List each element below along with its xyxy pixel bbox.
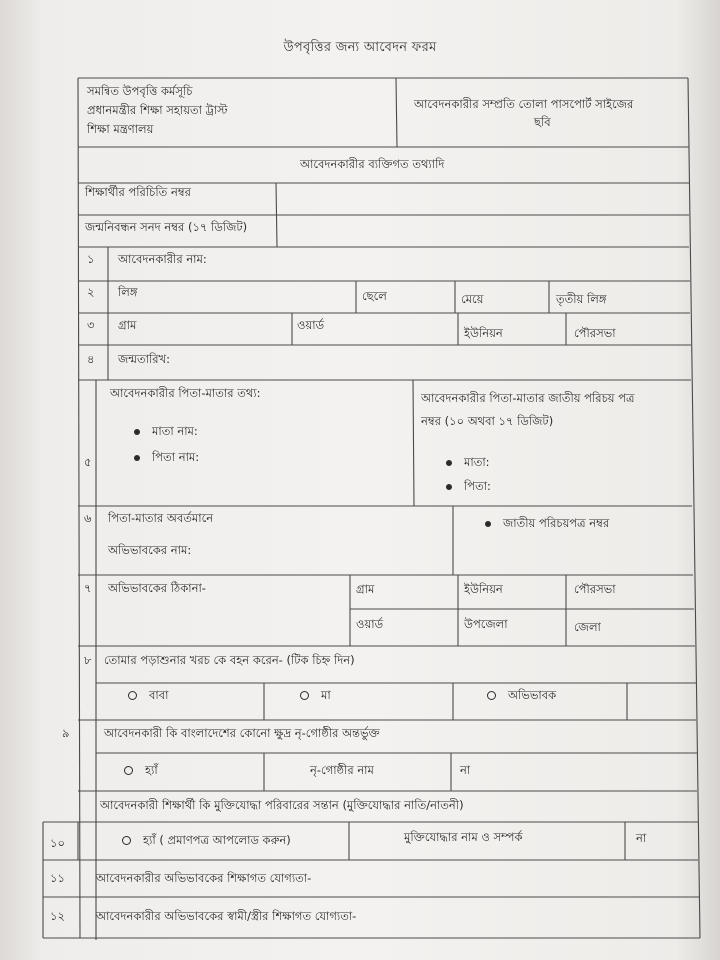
section-personal-heading: আবেদনকারীর ব্যক্তিগত তথ্যাদি — [300, 157, 445, 171]
applicant-name-label: আবেদনকারীর নাম: — [118, 252, 207, 266]
row-number: ৬ — [84, 511, 92, 525]
ethnic-option-yes[interactable]: হ্যাঁ — [124, 763, 158, 778]
spouse-education-label: আবেদনকারীর অভিভাবকের স্বামী/স্ত্রীর শিক্ষাগত যোগ্যতা- — [96, 909, 357, 923]
freedom-fighter-name-label: মুক্তিযোদ্ধার নাম ও সম্পর্ক — [404, 830, 523, 844]
org-line-1: সমন্বিত উপবৃত্তি কর্মসূচি — [87, 84, 193, 98]
student-id-field[interactable] — [278, 184, 688, 214]
guardian-name-label-2: অভিভাবকের নাম: — [108, 543, 192, 557]
row-number: ৮ — [84, 653, 92, 667]
org-line-2: প্রধানমন্ত্রীর শিক্ষা সহায়তা ট্রাস্ট — [87, 103, 228, 117]
gender-label: লিঙ্গ — [118, 285, 138, 299]
gender-option-boy[interactable]: ছেলে — [362, 289, 387, 303]
ethnic-question: আবেদনকারী কি বাংলাদেশের কোনো ক্ষুদ্র নৃ-গোষ্ঠীর অন্তর্ভুক্ত — [104, 726, 380, 740]
row-number: ৫ — [84, 455, 92, 469]
father-nid-label: পিতা: — [446, 479, 491, 494]
photo-box-label: আবেদনকারীর সম্প্রতি তোলা পাসপোর্ট সাইজের — [414, 97, 634, 111]
guardian-ward-label: ওয়ার্ড — [356, 617, 384, 631]
photo-box-label-2: ছবি — [534, 115, 551, 129]
guardian-village-label: গ্রাম — [356, 582, 375, 596]
guardian-name-label: পিতা-মাতার অবর্তমানে — [108, 511, 214, 525]
birth-reg-field[interactable] — [278, 216, 688, 246]
row-number: ৯ — [62, 726, 70, 740]
expense-option-father[interactable]: বাবা — [128, 688, 168, 703]
union-label: ইউনিয়ন — [464, 326, 503, 340]
parents-nid-label: আবেদনকারীর পিতা-মাতার জাতীয় পরিচয় পত্র — [421, 391, 635, 405]
freedom-fighter-question: আবেদনকারী শিক্ষার্থী কি মুক্তিযোদ্ধা পরিবারের সন্তান (মুক্তিযোদ্ধার নাতি/নাতনী) — [100, 798, 464, 812]
freedom-fighter-option-no[interactable]: না — [636, 831, 647, 845]
ethnic-option-no[interactable]: না — [460, 763, 471, 777]
applicant-name-field[interactable] — [230, 248, 688, 280]
guardian-pourashava-label: পৌরসভা — [574, 582, 616, 596]
birth-date-field[interactable] — [200, 346, 690, 379]
expense-option-mother[interactable]: মা — [300, 688, 331, 703]
photo-upload-box[interactable] — [398, 79, 687, 146]
guardian-address-label: অভিভাবকের ঠিকানা- — [108, 581, 206, 595]
guardian-upazila-label: উপজেলা — [464, 617, 508, 631]
gender-option-third[interactable]: তৃতীয় লিঙ্গ — [556, 292, 607, 306]
guardian-education-field[interactable] — [360, 861, 695, 896]
mother-name-label: মাতা নাম: — [134, 424, 198, 439]
row-number: ৩ — [87, 318, 95, 332]
row-number: ৪ — [87, 352, 95, 366]
freedom-fighter-option-yes[interactable]: হ্যাঁ ( প্রমাণপত্র আপলোড করুন) — [122, 833, 291, 848]
row-number: ১০ — [50, 836, 65, 850]
guardian-education-label: আবেদনকারীর অভিভাবকের শিক্ষাগত যোগ্যতা- — [96, 871, 312, 885]
parents-nid-label-2: নম্বর (১০ অথবা ১৭ ডিজিট) — [421, 414, 554, 428]
row-number: ১ — [87, 252, 95, 266]
spouse-education-field[interactable] — [440, 898, 695, 936]
row-number: ২ — [87, 285, 95, 299]
row-number: ৭ — [84, 581, 92, 595]
mother-nid-label: মাতা: — [446, 455, 490, 470]
row-number: ১১ — [50, 871, 65, 885]
village-label: গ্রাম — [118, 318, 137, 332]
father-name-label: পিতা নাম: — [134, 450, 199, 465]
parents-info-label: আবেদনকারীর পিতা-মাতার তথ্য: — [110, 386, 261, 400]
expense-option-guardian[interactable]: অভিভাবক — [487, 688, 556, 703]
guardian-nid-label: জাতীয় পরিচয়পত্র নম্বর — [485, 516, 609, 531]
form-title: উপবৃত্তির জন্য আবেদন ফরম — [283, 40, 437, 55]
row-number: ১২ — [50, 909, 65, 923]
birth-reg-label: জন্মনিবন্ধন সনদ নম্বর (১৭ ডিজিট) — [85, 220, 248, 234]
gender-option-girl[interactable]: মেয়ে — [461, 292, 484, 306]
guardian-union-label: ইউনিয়ন — [464, 582, 503, 596]
ward-label: ওয়ার্ড — [297, 318, 325, 332]
birth-date-label: জন্মতারিখ: — [118, 352, 170, 366]
org-line-3: শিক্ষা মন্ত্রণালয় — [87, 122, 154, 136]
expense-question: তোমার পড়াশুনার খরচ কে বহন করেন- (টিক চিহ্ন দিন) — [104, 653, 355, 667]
guardian-district-label: জেলা — [574, 620, 601, 634]
student-id-label: শিক্ষার্থীর পরিচিতি নম্বর — [85, 185, 191, 199]
pourashava-label: পৌরসভা — [574, 326, 616, 340]
ethnic-group-name-label: নৃ-গোষ্ঠীর নাম — [310, 763, 374, 777]
